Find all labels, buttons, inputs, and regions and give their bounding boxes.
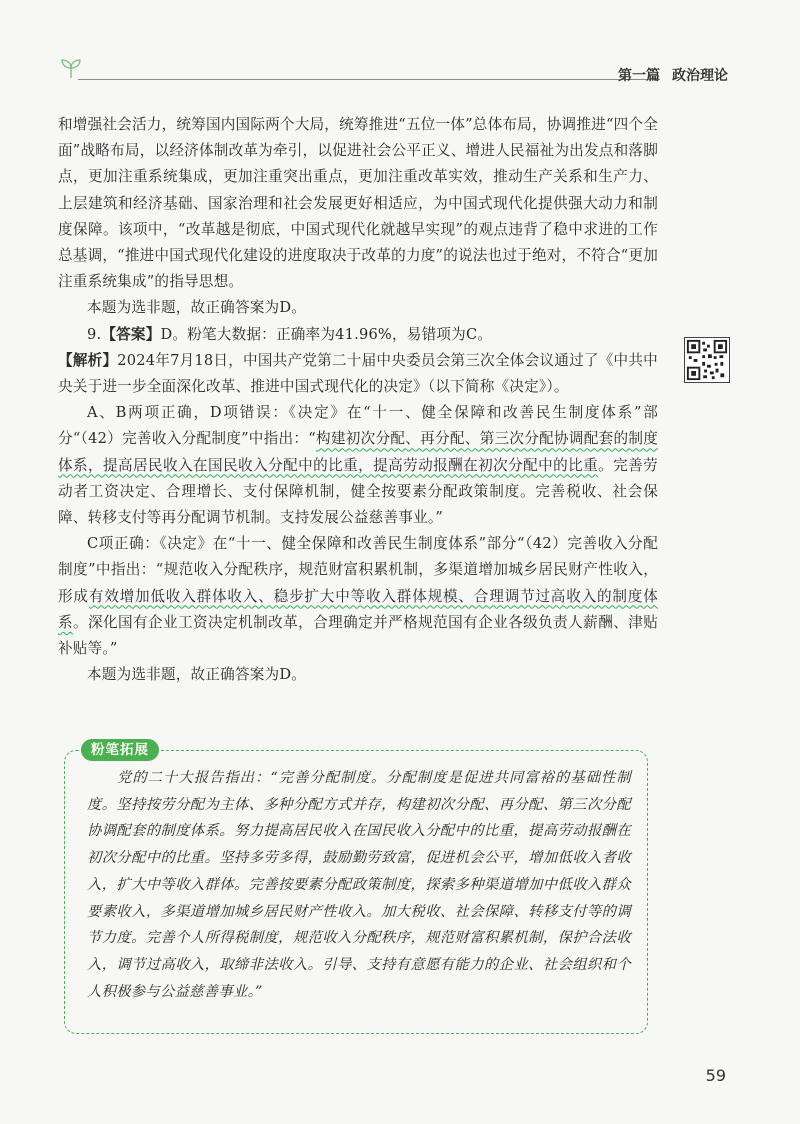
question-number: 9. bbox=[87, 325, 102, 343]
option-ab-rest: 。完善劳动者工资决定、合理增长、支付保障机制，健全按要素分配政策制度。完善税收、社会保障、转移支付等再分配调节机制。支持发展公益慈善事业。” bbox=[58, 456, 658, 527]
header-rule bbox=[78, 79, 660, 80]
analysis-tag: 【解析】 bbox=[58, 351, 118, 369]
answer-text: D。粉笔大数据：正确率为41.96%，易错项为C。 bbox=[160, 325, 493, 343]
main-content bbox=[58, 112, 658, 692]
analysis-paragraph bbox=[58, 348, 658, 400]
answer-tag: 【答案】 bbox=[101, 325, 161, 343]
header-title bbox=[618, 65, 728, 85]
extension-content bbox=[87, 765, 631, 1005]
analysis-text: 2024年7月18日，中国共产党第二十届中央委员会第三次全体会议通过了《中共中央关于进一步全面深化改革、推进中国式现代化的决定》（以下简称《决定》）。 bbox=[58, 351, 658, 396]
paragraph-final-answer: 本题为选非题，故正确答案为D。 bbox=[87, 666, 307, 684]
question-9-answer bbox=[58, 322, 658, 348]
header-part: 第一篇 bbox=[618, 68, 660, 84]
option-c-paragraph bbox=[58, 531, 658, 662]
option-ab-highlight: 构建初次分配、再分配、第三次分配协调配套的制度体系，提高居民收入在国民收入分配中的比重，提高劳动报酬在初次分配中的比重 bbox=[58, 430, 658, 474]
option-ab-paragraph bbox=[58, 400, 658, 531]
option-c-intro: C项正确：《决定》在“十一、健全保障和改善民生制度体系”部分“（42）完善收入分配制度”中指出：“规范收入分配秩序，规范财富积累机制，多渠道增加城乡居民财产性收入，形成 bbox=[58, 535, 658, 605]
page-number: 59 bbox=[705, 1066, 726, 1085]
extension-box bbox=[64, 742, 648, 1034]
paragraph-answer-note: 本题为选非题，故正确答案为D。 bbox=[87, 299, 307, 317]
option-ab-intro: A、B两项正确，D项错误：《决定》在“十一、健全保障和改善民生制度体系”部分“（42）完善收入分配制度”中指出：“ bbox=[58, 404, 658, 448]
header-section: 政治理论 bbox=[672, 68, 728, 84]
paragraph-continuation: 和增强社会活力，统筹国内国际两个大局，统筹推进“五位一体”总体布局，协调推进“四个全面”战略布局，以经济体制改革为牵引，以促进社会公平正义、增进人民福祉为出发点和落脚点，更加注重系统集成，更加注重突出重点，更加注重改革实效，推动生产关系和生产力、上层建筑和经济基础、国家治理和社会发展更好相适应，为中国式现代化提供强大动力和制度保障。该项中，“改革越是彻底，中国式现代化就越早实现”的观点违背了稳中求进的工作总基调，“推进中国式现代化建设的进度取决于改革的力度”的说法也过于绝对，不符合“更加注重系统集成”的指导思想。 bbox=[58, 116, 658, 291]
extension-paragraph: 党的二十大报告指出：“完善分配制度。分配制度是促进共同富裕的基础性制度。坚持按劳分配为主体、多种分配方式并存，构建初次分配、再分配、第三次分配协调配套的制度体系。努力提高居民收入在国民收入分配中的比重，提高劳动报酬在初次分配中的比重。坚持多劳多得，鼓励勤劳致富，促进机会公平，增加低收入者收入，扩大中等收入群体。完善按要素分配政策制度，探索多种渠道增加中低收入群众要素收入，多渠道增加城乡居民财产性收入。加大税收、社会保障、转移支付等的调节力度。完善个人所得税制度，规范收入分配秩序，规范财富积累机制，保护合法收入，调节过高收入，取缔非法收入。引导、支持有意愿有能力的企业、社会组织和个人积极参与公益慈善事业。” bbox=[87, 770, 631, 1000]
option-c-highlight: 有效增加低收入群体收入、稳步扩大中等收入群体规模、合理调节过高收入的制度体系 bbox=[58, 587, 659, 631]
qr-code-icon[interactable] bbox=[684, 337, 730, 383]
page-header bbox=[58, 52, 728, 92]
extension-label: 粉笔拓展 bbox=[81, 739, 159, 761]
option-c-rest: 。深化国有企业工资决定机制改革，合理确定并严格规范国有企业各级负责人薪酬、津贴补贴等。” bbox=[58, 613, 658, 658]
